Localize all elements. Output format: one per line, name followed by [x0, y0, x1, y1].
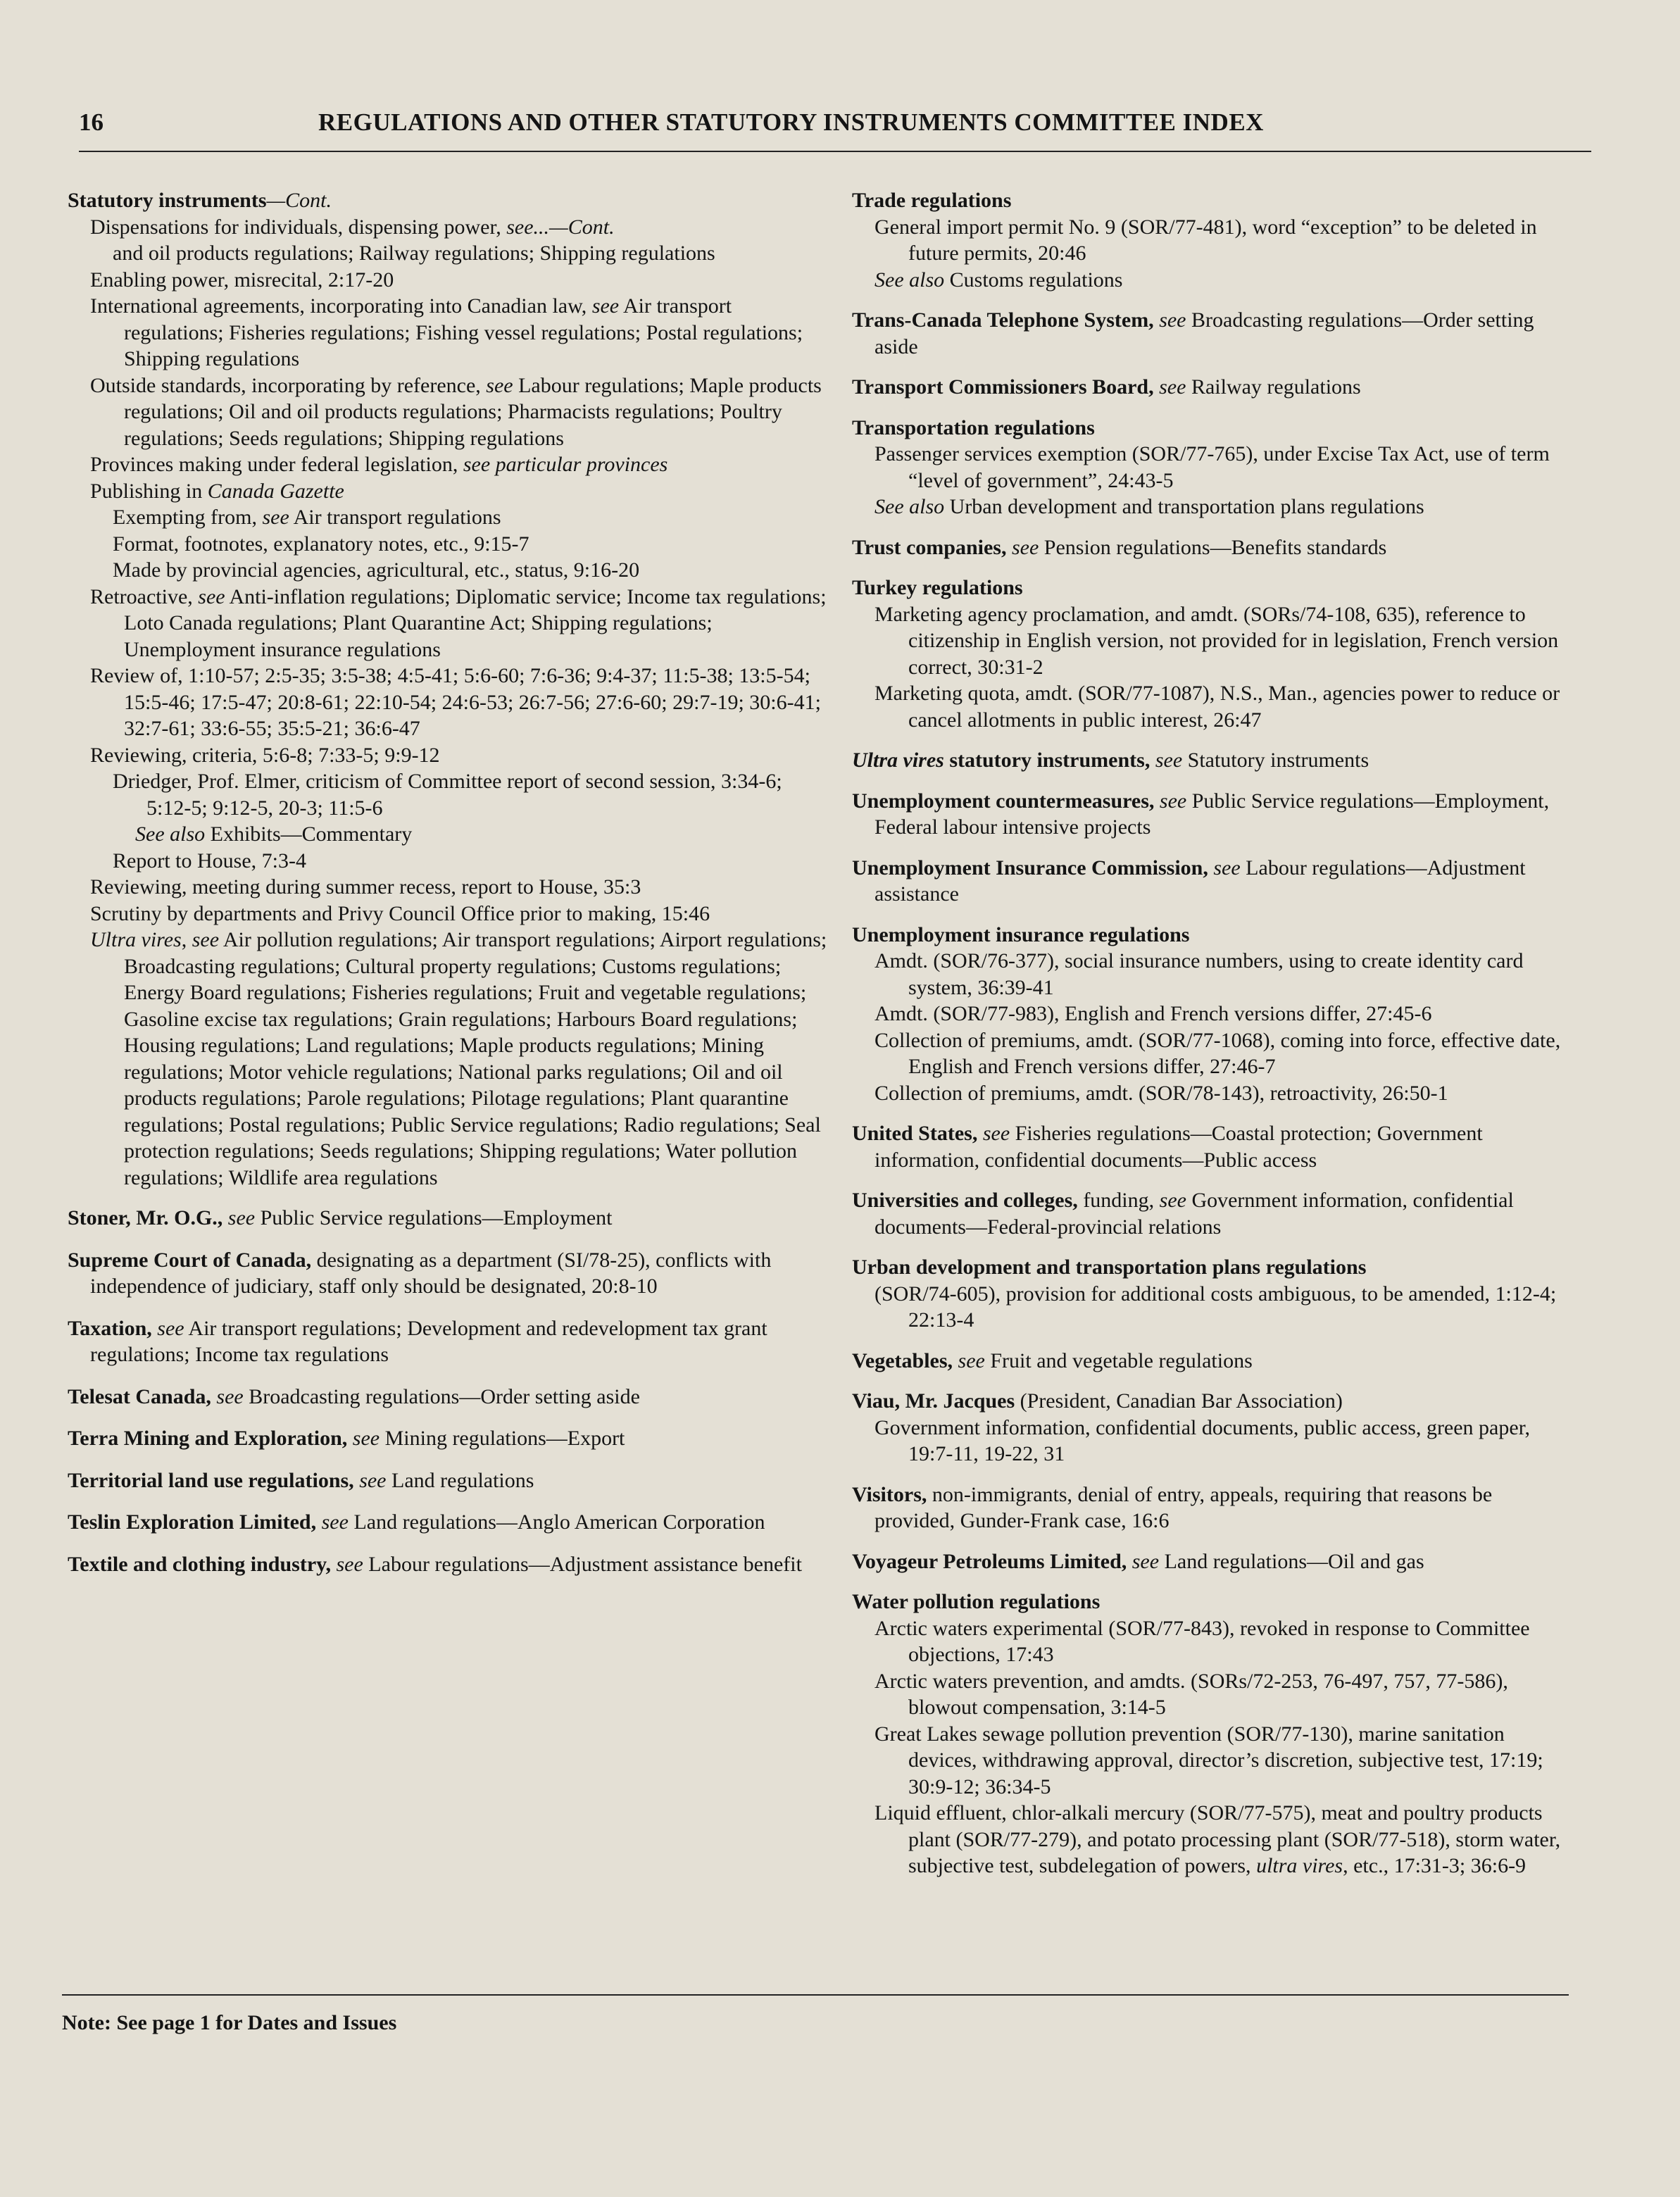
entry-heading: Urban development and transportation plans regulations [852, 1256, 1367, 1279]
subentry: Format, footnotes, explanatory notes, etc., 9:15-7 [113, 532, 529, 556]
entry-heading: Water pollution regulations [852, 1590, 1101, 1613]
subentry: Outside standards, incorporating by reference, see Labour regulations; Maple products regulations; Oil and oil products regulations; Pharmacists regulations; Poultry regulations; Seeds regulations; Shipping regulations [90, 373, 822, 450]
index-entry-taxation: Taxation, see Air transport regulations; Development and redevelopment tax grant regulations; Income tax regulations [68, 1316, 767, 1366]
footer-divider [62, 1994, 1569, 1996]
subentry: Collection of premiums, amdt. (SOR/77-1068), coming into force, effective date, English and French versions differ, 27:46-7 [875, 1028, 1561, 1078]
subentry: Amdt. (SOR/77-983), English and French versions differ, 27:45-6 [875, 1002, 1432, 1025]
subentry: Exempting from, see Air transport regulations [113, 506, 501, 529]
subentry: Amdt. (SOR/76-377), social insurance numbers, using to create identity card system, 36:39-41 [875, 949, 1524, 999]
subentry: General import permit No. 9 (SOR/77-481), word “exception” to be deleted in future permits, 20:46 [875, 215, 1537, 265]
index-entry-territorial-land-use: Territorial land use regulations, see Land regulations [68, 1468, 534, 1492]
index-entry-trade-regulations [852, 187, 1577, 293]
subentry: Reviewing, criteria, 5:6-8; 7:33-5; 9:9-12 [90, 743, 440, 767]
index-entry-ultra-vires: Ultra vires statutory instruments, see Statutory instruments [852, 749, 1369, 772]
subentry: Great Lakes sewage pollution prevention (SOR/77-130), marine sanitation devices, withdrawing approval, director’s discretion, subjective test, 17:19; 30:9-12; 36:34-5 [875, 1722, 1543, 1798]
subentry: Enabling power, misrecital, 2:17-20 [90, 268, 394, 292]
page-header [79, 108, 1591, 152]
entry-heading: Unemployment insurance regulations [852, 922, 1190, 946]
index-entry-urban-development [852, 1254, 1577, 1334]
subentry: Liquid effluent, chlor-alkali mercury (SOR/77-575), meat and poultry products plant (SOR/77-279), and potato processing plant (SOR/77-518), storm water, subjective test, subdelegation of powers, ultra vires, etc., 17:31-3; 36:6-9 [875, 1801, 1561, 1877]
subentry: Scrutiny by departments and Privy Council Office prior to making, 15:46 [90, 901, 710, 925]
subentry: Retroactive, see Anti-inflation regulations; Diplomatic service; Income tax regulations; Loto Canada regulations; Plant Quarantine Act; Shipping regulations; Unemployment insurance regulations [90, 584, 827, 661]
index-entry-textile: Textile and clothing industry, see Labour regulations—Adjustment assistance benefit [68, 1552, 802, 1576]
subentry: International agreements, incorporating into Canadian law, see Air transport regulations; Fisheries regulations; Fishing vessel regulations; Postal regulations; Shipping regulations [90, 294, 803, 370]
index-column-right [852, 187, 1577, 1894]
index-entry-uic: Unemployment Insurance Commission, see Labour regulations—Adjustment assistance [852, 856, 1526, 906]
subentry: and oil products regulations; Railway regulations; Shipping regulations [113, 242, 715, 265]
subentry: Driedger, Prof. Elmer, criticism of Committee report of second session, 3:34-6; 5:12-5; 9:12-5, 20-3; 11:5-6 [113, 770, 782, 820]
subentry: See also Exhibits—Commentary [135, 822, 413, 846]
subentry: Reviewing, meeting during summer recess, report to House, 35:3 [90, 875, 641, 899]
entry-heading: Turkey regulations [852, 576, 1023, 599]
subentry: Dispensations for individuals, dispensing power, see...—Cont. [90, 215, 615, 239]
index-entry-telesat: Telesat Canada, see Broadcasting regulations—Order setting aside [68, 1384, 640, 1408]
index-entry-universities: Universities and colleges, funding, see Government information, confidential documents—Federal-provincial relations [852, 1189, 1514, 1239]
index-entry-teslin: Teslin Exploration Limited, see Land regulations—Anglo American Corporation [68, 1510, 765, 1534]
entry-heading: Trade regulations [852, 189, 1012, 212]
index-entry-statutory-instruments [68, 187, 828, 1191]
subentry: Ultra vires, see Air pollution regulations; Air transport regulations; Airport regulations; Broadcasting regulations; Cultural property regulations; Customs regulations; Energy Board regulations; Fisheries regulations; Fruit and vegetable regulations; Gasoline excise tax regulations; Grain regulations; Harbours Board regulations; Housing regulations; Land regulations; Maple products regulations; Mining regulations; Motor vehicle regulations; National parks regulations; Oil and oil products regulations; Parole regulations; Pilotage regulations; Plant quarantine regulations; Postal regulations; Public Service regulations; Radio regulations; Seal protection regulations; Seeds regulations; Shipping regulations; Water pollution regulations; Wildlife area regulations [90, 928, 827, 1189]
entry-heading: Transportation regulations [852, 415, 1095, 439]
subentry: Collection of premiums, amdt. (SOR/78-143), retroactivity, 26:50-1 [875, 1081, 1448, 1105]
index-entry-vegetables: Vegetables, see Fruit and vegetable regulations [852, 1348, 1253, 1372]
index-entry-voyageur-petroleums: Voyageur Petroleums Limited, see Land regulations—Oil and gas [852, 1549, 1424, 1573]
page-number: 16 [79, 108, 104, 136]
subentry: Marketing agency proclamation, and amdt. (SORs/74-108, 635), reference to citizenship in English version, not provided for in legislation, French version correct, 30:31-2 [875, 602, 1559, 679]
index-entry-unemployment-insurance-regulations [852, 922, 1577, 1107]
index-entry-turkey-regulations [852, 575, 1577, 733]
index-entry-transport-commissioners: Transport Commissioners Board, see Railway regulations [852, 375, 1361, 399]
running-title: REGULATIONS AND OTHER STATUTORY INSTRUMENTS COMMITTEE INDEX [318, 108, 1264, 136]
subentry: Provinces making under federal legislation, see particular provinces [90, 453, 668, 476]
index-entry-viau [852, 1388, 1577, 1467]
entry-heading: Viau, Mr. Jacques (President, Canadian Bar Association) [852, 1389, 1343, 1413]
index-entry-visitors: Visitors, non-immigrants, denial of entry, appeals, requiring that reasons be provided, Gunder-Frank case, 16:6 [852, 1482, 1493, 1532]
subentry: Arctic waters prevention, and amdts. (SORs/72-253, 76-497, 757, 77-586), blowout compensation, 3:14-5 [875, 1669, 1508, 1719]
index-entry-trust-companies: Trust companies, see Pension regulations—Benefits standards [852, 535, 1387, 559]
subentry: See also Urban development and transportation plans regulations [875, 495, 1424, 518]
index-entry-stoner: Stoner, Mr. O.G., see Public Service regulations—Employment [68, 1206, 613, 1229]
index-entry-terra-mining: Terra Mining and Exploration, see Mining regulations—Export [68, 1427, 625, 1450]
index-entry-water-pollution [852, 1589, 1577, 1879]
entry-heading: Statutory instruments—Cont. [68, 189, 332, 212]
subentry: See also Customs regulations [875, 268, 1123, 292]
index-entry-united-states: United States, see Fisheries regulations—Coastal protection; Government information, confidential documents—Public access [852, 1122, 1483, 1172]
subentry: Government information, confidential documents, public access, green paper, 19:7-11, 19-22, 31 [875, 1415, 1530, 1465]
index-entry-supreme-court: Supreme Court of Canada, designating as a department (SI/78-25), conflicts with independence of judiciary, staff only should be designated, 20:8-10 [68, 1248, 772, 1298]
subentry: Made by provincial agencies, agricultural, etc., status, 9:16-20 [113, 558, 640, 582]
subentry: Publishing in Canada Gazette [90, 479, 344, 503]
subentry: Arctic waters experimental (SOR/77-843), revoked in response to Committee objections, 17:43 [875, 1616, 1530, 1666]
subentry: Marketing quota, amdt. (SOR/77-1087), N.S., Man., agencies power to reduce or cancel allotments in public interest, 26:47 [875, 682, 1560, 732]
index-entry-transportation-regulations [852, 415, 1577, 520]
subentry: Review of, 1:10-57; 2:5-35; 3:5-38; 4:5-41; 5:6-60; 7:6-36; 9:4-37; 11:5-38; 13:5-54; 15:5-46; 17:5-47; 20:8-61; 22:10-54; 24:6-53; 26:7-56; 27:6-60; 29:7-19; 30:6-41; 32:7-61; 33:6-55; 35:5-21; 36:6-47 [90, 664, 821, 740]
subentry: Report to House, 7:3-4 [113, 849, 306, 872]
index-column-left [68, 187, 828, 1593]
subentry: Passenger services exemption (SOR/77-765), under Excise Tax Act, use of term “level of government”, 24:43-5 [875, 442, 1550, 492]
subentry: (SOR/74-605), provision for additional costs ambiguous, to be amended, 1:12-4; 22:13-4 [875, 1282, 1557, 1332]
index-entry-trans-canada-telephone: Trans-Canada Telephone System, see Broadcasting regulations—Order setting aside [852, 308, 1534, 358]
index-entry-unemployment-countermeasures: Unemployment countermeasures, see Public Service regulations—Employment, Federal labour intensive projects [852, 789, 1550, 839]
footer-note: Note: See page 1 for Dates and Issues [62, 2011, 397, 2034]
